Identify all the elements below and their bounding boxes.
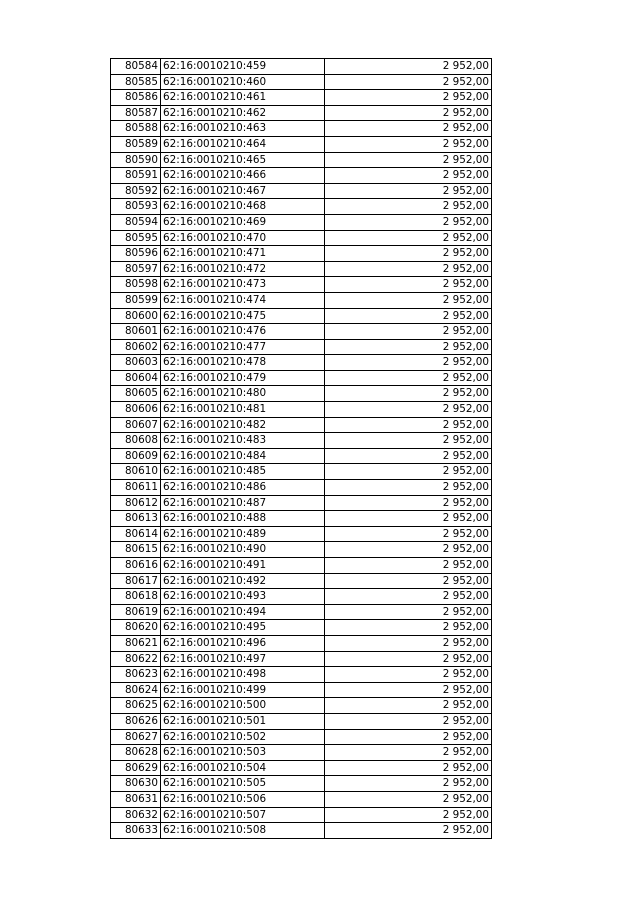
cadastral-number-cell: 62:16:0010210:500 [161,698,325,714]
table-row [111,495,492,511]
table-row [111,370,492,386]
row-number-cell: 80586 [111,90,161,106]
table-row [111,635,492,651]
value-cell: 2 952,00 [325,277,492,293]
value-cell: 2 952,00 [325,542,492,558]
value-cell: 2 952,00 [325,370,492,386]
row-number-cell: 80631 [111,791,161,807]
table-row [111,136,492,152]
row-number-cell: 80614 [111,526,161,542]
row-number-cell: 80612 [111,495,161,511]
row-number-cell: 80621 [111,635,161,651]
row-number-cell: 80595 [111,230,161,246]
value-cell: 2 952,00 [325,433,492,449]
value-cell: 2 952,00 [325,526,492,542]
table-row [111,713,492,729]
cadastral-number-cell: 62:16:0010210:461 [161,90,325,106]
value-cell: 2 952,00 [325,698,492,714]
row-number-cell: 80590 [111,152,161,168]
table-row [111,526,492,542]
value-cell: 2 952,00 [325,90,492,106]
cadastral-number-cell: 62:16:0010210:487 [161,495,325,511]
cadastral-number-cell: 62:16:0010210:470 [161,230,325,246]
value-cell: 2 952,00 [325,230,492,246]
cadastral-number-cell: 62:16:0010210:488 [161,511,325,527]
table-row [111,152,492,168]
table-row [111,324,492,340]
row-number-cell: 80602 [111,339,161,355]
cadastral-number-cell: 62:16:0010210:503 [161,745,325,761]
cadastral-number-cell: 62:16:0010210:460 [161,74,325,90]
row-number-cell: 80622 [111,651,161,667]
value-cell: 2 952,00 [325,261,492,277]
row-number-cell: 80625 [111,698,161,714]
row-number-cell: 80628 [111,745,161,761]
value-cell: 2 952,00 [325,214,492,230]
cadastral-number-cell: 62:16:0010210:504 [161,760,325,776]
row-number-cell: 80629 [111,760,161,776]
value-cell: 2 952,00 [325,495,492,511]
row-number-cell: 80620 [111,620,161,636]
table-row [111,682,492,698]
row-number-cell: 80633 [111,823,161,839]
cadastral-number-cell: 62:16:0010210:506 [161,791,325,807]
cadastral-number-cell: 62:16:0010210:494 [161,604,325,620]
cadastral-number-cell: 62:16:0010210:478 [161,355,325,371]
row-number-cell: 80604 [111,370,161,386]
table-row [111,448,492,464]
row-number-cell: 80609 [111,448,161,464]
row-number-cell: 80594 [111,214,161,230]
table-row [111,776,492,792]
cadastral-number-cell: 62:16:0010210:466 [161,168,325,184]
row-number-cell: 80611 [111,480,161,496]
cadastral-number-cell: 62:16:0010210:467 [161,183,325,199]
cadastral-number-cell: 62:16:0010210:477 [161,339,325,355]
table-body [111,59,492,839]
value-cell: 2 952,00 [325,324,492,340]
row-number-cell: 80597 [111,261,161,277]
table-row [111,667,492,683]
cadastral-number-cell: 62:16:0010210:459 [161,59,325,75]
cadastral-number-cell: 62:16:0010210:465 [161,152,325,168]
table-row [111,511,492,527]
cadastral-number-cell: 62:16:0010210:482 [161,417,325,433]
row-number-cell: 80589 [111,136,161,152]
value-cell: 2 952,00 [325,620,492,636]
value-cell: 2 952,00 [325,807,492,823]
cadastral-number-cell: 62:16:0010210:475 [161,308,325,324]
value-cell: 2 952,00 [325,417,492,433]
table-row [111,402,492,418]
table-row [111,59,492,75]
row-number-cell: 80599 [111,292,161,308]
table-row [111,261,492,277]
value-cell: 2 952,00 [325,292,492,308]
value-cell: 2 952,00 [325,152,492,168]
row-number-cell: 80593 [111,199,161,215]
value-cell: 2 952,00 [325,448,492,464]
value-cell: 2 952,00 [325,558,492,574]
table-row [111,417,492,433]
row-number-cell: 80600 [111,308,161,324]
value-cell: 2 952,00 [325,355,492,371]
table-row [111,620,492,636]
table-row [111,214,492,230]
row-number-cell: 80608 [111,433,161,449]
table-row [111,823,492,839]
row-number-cell: 80588 [111,121,161,137]
cadastral-number-cell: 62:16:0010210:473 [161,277,325,293]
row-number-cell: 80606 [111,402,161,418]
value-cell: 2 952,00 [325,136,492,152]
cadastral-number-cell: 62:16:0010210:481 [161,402,325,418]
row-number-cell: 80616 [111,558,161,574]
table-row [111,199,492,215]
cadastral-number-cell: 62:16:0010210:471 [161,246,325,262]
table-row [111,230,492,246]
cadastral-number-cell: 62:16:0010210:479 [161,370,325,386]
cadastral-number-cell: 62:16:0010210:492 [161,573,325,589]
cadastral-number-cell: 62:16:0010210:493 [161,589,325,605]
cadastral-number-cell: 62:16:0010210:486 [161,480,325,496]
value-cell: 2 952,00 [325,729,492,745]
table-row [111,292,492,308]
table-row [111,698,492,714]
row-number-cell: 80587 [111,105,161,121]
cadastral-number-cell: 62:16:0010210:468 [161,199,325,215]
value-cell: 2 952,00 [325,760,492,776]
row-number-cell: 80607 [111,417,161,433]
row-number-cell: 80603 [111,355,161,371]
value-cell: 2 952,00 [325,713,492,729]
row-number-cell: 80613 [111,511,161,527]
cadastral-number-cell: 62:16:0010210:495 [161,620,325,636]
row-number-cell: 80615 [111,542,161,558]
cadastral-number-cell: 62:16:0010210:485 [161,464,325,480]
row-number-cell: 80601 [111,324,161,340]
value-cell: 2 952,00 [325,604,492,620]
cadastral-number-cell: 62:16:0010210:489 [161,526,325,542]
value-cell: 2 952,00 [325,682,492,698]
table-row [111,807,492,823]
cadastral-number-cell: 62:16:0010210:464 [161,136,325,152]
value-cell: 2 952,00 [325,386,492,402]
row-number-cell: 80630 [111,776,161,792]
value-cell: 2 952,00 [325,651,492,667]
cadastral-number-cell: 62:16:0010210:508 [161,823,325,839]
table-row [111,651,492,667]
table-row [111,339,492,355]
cadastral-number-cell: 62:16:0010210:505 [161,776,325,792]
row-number-cell: 80624 [111,682,161,698]
row-number-cell: 80623 [111,667,161,683]
table-row [111,745,492,761]
row-number-cell: 80626 [111,713,161,729]
row-number-cell: 80592 [111,183,161,199]
value-cell: 2 952,00 [325,246,492,262]
cadastral-number-cell: 62:16:0010210:469 [161,214,325,230]
cadastral-number-cell: 62:16:0010210:502 [161,729,325,745]
value-cell: 2 952,00 [325,480,492,496]
value-cell: 2 952,00 [325,74,492,90]
document-sheet [110,58,491,839]
table-row [111,386,492,402]
value-cell: 2 952,00 [325,168,492,184]
row-number-cell: 80591 [111,168,161,184]
cadastral-number-cell: 62:16:0010210:507 [161,807,325,823]
value-cell: 2 952,00 [325,105,492,121]
value-cell: 2 952,00 [325,776,492,792]
cadastral-number-cell: 62:16:0010210:483 [161,433,325,449]
cadastral-number-cell: 62:16:0010210:491 [161,558,325,574]
cadastral-number-cell: 62:16:0010210:501 [161,713,325,729]
table-row [111,168,492,184]
row-number-cell: 80596 [111,246,161,262]
value-cell: 2 952,00 [325,59,492,75]
table-row [111,121,492,137]
row-number-cell: 80632 [111,807,161,823]
cadastral-number-cell: 62:16:0010210:499 [161,682,325,698]
table-row [111,464,492,480]
row-number-cell: 80618 [111,589,161,605]
value-cell: 2 952,00 [325,339,492,355]
table-row [111,589,492,605]
table-row [111,480,492,496]
table-row [111,433,492,449]
table-row [111,729,492,745]
value-cell: 2 952,00 [325,308,492,324]
table-row [111,246,492,262]
cadastral-number-cell: 62:16:0010210:476 [161,324,325,340]
table-row [111,308,492,324]
table-row [111,604,492,620]
table-row [111,760,492,776]
table-row [111,74,492,90]
table-row [111,183,492,199]
cadastral-number-cell: 62:16:0010210:497 [161,651,325,667]
value-cell: 2 952,00 [325,199,492,215]
value-cell: 2 952,00 [325,667,492,683]
table-row [111,277,492,293]
row-number-cell: 80610 [111,464,161,480]
row-number-cell: 80627 [111,729,161,745]
row-number-cell: 80605 [111,386,161,402]
value-cell: 2 952,00 [325,464,492,480]
cadastral-number-cell: 62:16:0010210:498 [161,667,325,683]
cadastral-number-cell: 62:16:0010210:472 [161,261,325,277]
value-cell: 2 952,00 [325,573,492,589]
table-row [111,90,492,106]
table-row [111,355,492,371]
row-number-cell: 80598 [111,277,161,293]
value-cell: 2 952,00 [325,745,492,761]
cadastral-number-cell: 62:16:0010210:484 [161,448,325,464]
value-cell: 2 952,00 [325,635,492,651]
value-cell: 2 952,00 [325,121,492,137]
cadastral-number-cell: 62:16:0010210:480 [161,386,325,402]
value-cell: 2 952,00 [325,791,492,807]
table-row [111,558,492,574]
data-table [110,58,492,839]
row-number-cell: 80619 [111,604,161,620]
value-cell: 2 952,00 [325,823,492,839]
table-row [111,573,492,589]
cadastral-number-cell: 62:16:0010210:462 [161,105,325,121]
value-cell: 2 952,00 [325,589,492,605]
cadastral-number-cell: 62:16:0010210:496 [161,635,325,651]
cadastral-number-cell: 62:16:0010210:463 [161,121,325,137]
value-cell: 2 952,00 [325,183,492,199]
row-number-cell: 80585 [111,74,161,90]
table-row [111,105,492,121]
cadastral-number-cell: 62:16:0010210:490 [161,542,325,558]
row-number-cell: 80584 [111,59,161,75]
row-number-cell: 80617 [111,573,161,589]
cadastral-number-cell: 62:16:0010210:474 [161,292,325,308]
table-row [111,542,492,558]
table-row [111,791,492,807]
value-cell: 2 952,00 [325,402,492,418]
value-cell: 2 952,00 [325,511,492,527]
